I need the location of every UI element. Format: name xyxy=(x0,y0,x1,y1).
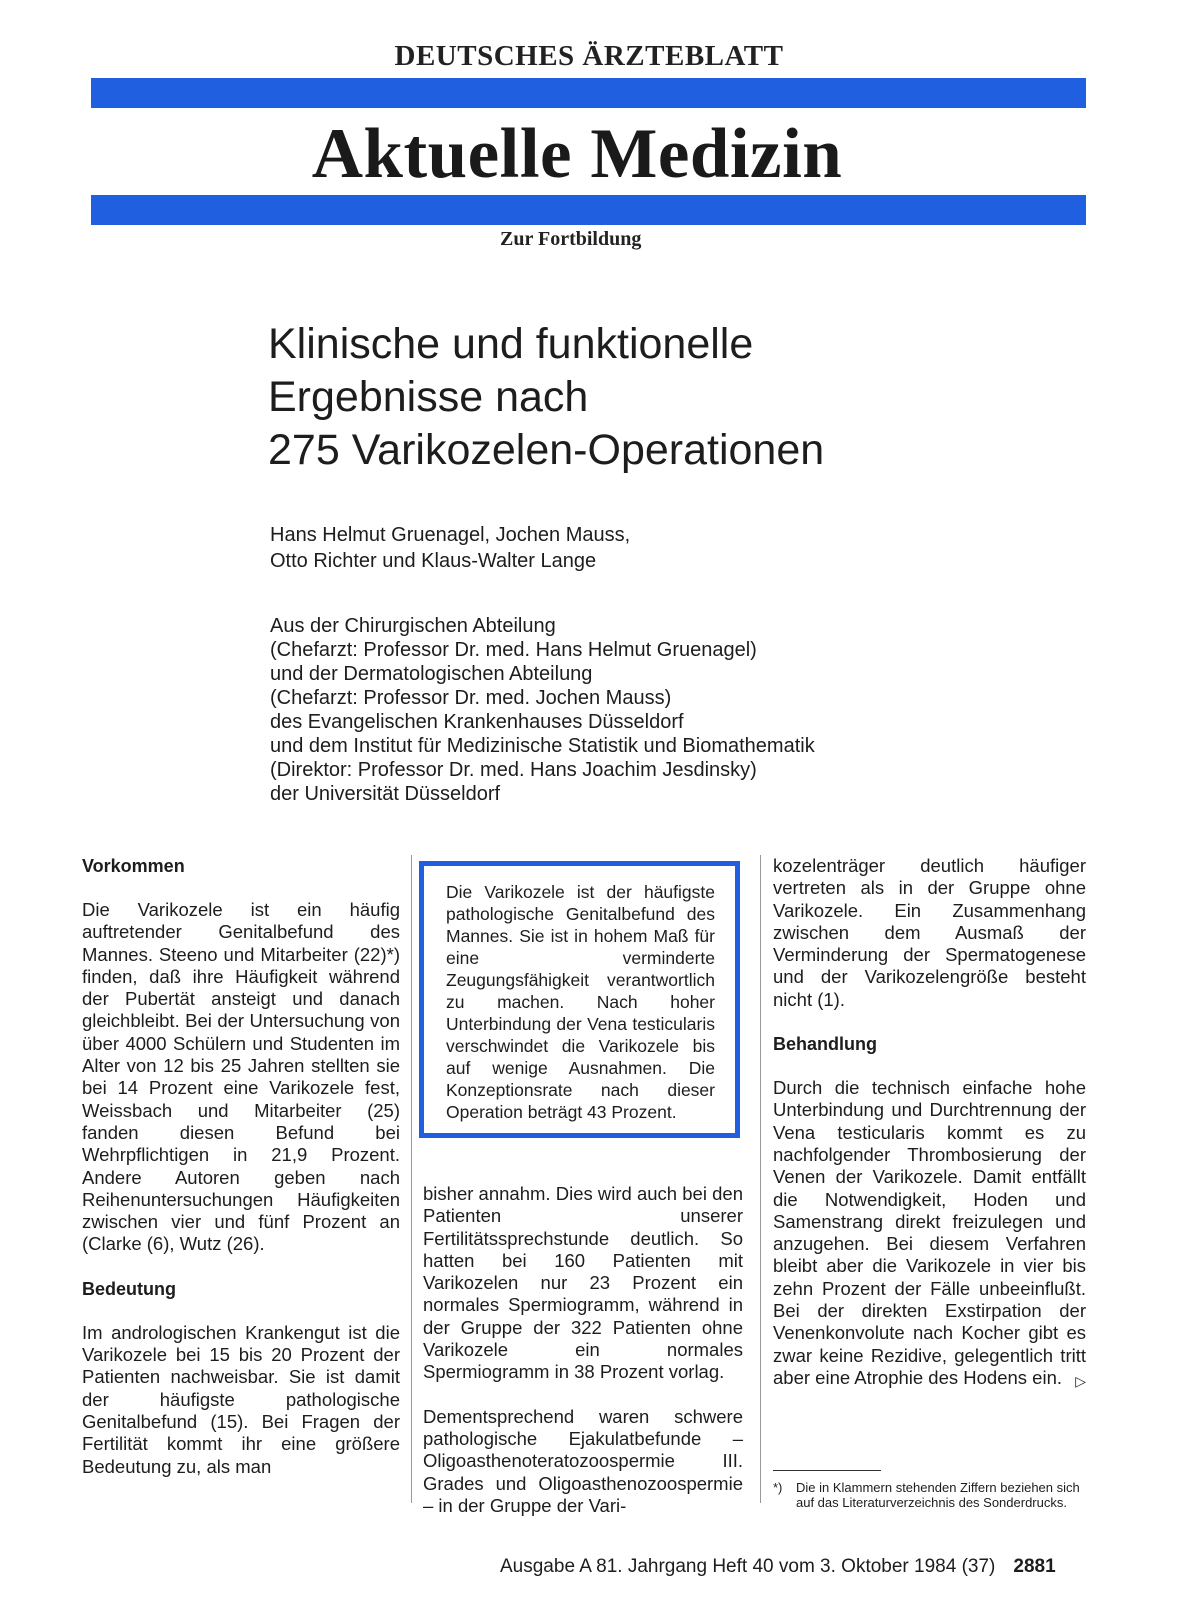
column-right xyxy=(773,855,1086,1392)
affiliation-line: Aus der Chirurgischen Abteilung xyxy=(270,615,556,637)
paragraph-text: Durch die technisch einfache hohe Unterbindung und Durchtrennung der Vena testicularis kommt es zu nachfolgender Thrombosierung der Venen der Varikozele. Damit entfällt die Notwendigkeit, Hoden und Samenstrang direkt freizulegen und anzugehen. Bei diesem Verfahren bleibt aber die Varikozele in vier bis zehn Prozent der Fälle unbeeinflußt. Bei der direkten Exstirpation der Venenkonvolute nach Kocher gibt es zwar keine Rezidive, gelegentlich tritt aber eine Atrophie des Hodens ein. xyxy=(773,1077,1086,1388)
affiliation-line: (Direktor: Professor Dr. med. Hans Joachim Jesdinsky) xyxy=(270,759,757,781)
affiliation-line: und der Dermatologischen Abteilung xyxy=(270,663,593,685)
publication-name: DEUTSCHES ÄRZTEBLATT xyxy=(394,40,784,72)
issue-info: Ausgabe A 81. Jahrgang Heft 40 vom 3. Oktober 1984 (37) xyxy=(500,1556,996,1577)
footnote-text: Die in Klammern stehenden Ziffern beziehen sich auf das Literaturverzeichnis des Sonderdrucks. xyxy=(796,1480,1080,1510)
column-divider xyxy=(411,855,412,1503)
column-middle xyxy=(423,1183,743,1517)
column-divider xyxy=(760,855,761,1503)
section-title: Aktuelle Medizin xyxy=(311,115,843,193)
affiliation-line: und dem Institut für Medizinische Statistik und Biomathematik xyxy=(270,735,815,757)
affiliation-line: der Universität Düsseldorf xyxy=(270,783,501,805)
article-title xyxy=(268,318,824,477)
affiliation-line: (Chefarzt: Professor Dr. med. Jochen Mauss) xyxy=(270,687,672,709)
paragraph: bisher annahm. Dies wird auch bei den Patienten unserer Fertilitätssprechstunde deutlich. So hatten bei 160 Patienten mit Varikozelen nur 23 Prozent ein normales Spermiogramm, während in der Gruppe der 322 Patienten ohne Varikozele ein normales Spermiogramm in 38 Prozent vorlag. xyxy=(423,1183,743,1383)
author-list xyxy=(270,522,630,574)
footnote-mark: *) xyxy=(773,1480,783,1495)
paragraph: kozelenträger deutlich häufiger vertreten als in der Gruppe ohne Varikozele. Ein Zusammenhang zwischen dem Ausmaß der Verminderung der Spermatogenese und der Varikozelengröße besteht nicht (1). xyxy=(773,855,1086,1010)
paragraph: Im andrologischen Krankengut ist die Varikozele bei 15 bis 20 Prozent der Patienten nachweisbar. Sie ist damit der häufigste pathologische Genitalbefund (15). Bei Fragen der Fertilität kommt ihr eine größere Bedeutung zu, als man xyxy=(82,1321,400,1477)
title-line: Ergebnisse nach xyxy=(268,373,589,421)
column-left xyxy=(82,855,400,1478)
summary-box xyxy=(419,861,740,1138)
section-heading-bedeutung: Bedeutung xyxy=(82,1278,176,1299)
masthead-bar-top xyxy=(91,78,1086,108)
page-number: 2881 xyxy=(1013,1556,1056,1577)
summary-text: Die Varikozele ist der häufigste pathologische Genitalbefund des Mannes. Sie ist in hohem Maß für eine verminderte Zeugungsfähigkeit verantwortlich zu machen. Nach hoher Unterbindung der Vena testicularis verschwindet die Varikozele bis auf wenige Ausnahmen. Die Konzeptionsrate nach dieser Operation beträgt 43 Prozent. xyxy=(446,882,715,1122)
affiliation-line: (Chefarzt: Professor Dr. med. Hans Helmut Gruenagel) xyxy=(270,639,757,661)
author-line: Hans Helmut Gruenagel, Jochen Mauss, xyxy=(270,524,631,546)
section-heading-vorkommen: Vorkommen xyxy=(82,856,185,876)
title-line: 275 Varikozelen-Operationen xyxy=(268,426,825,474)
affiliation-line: des Evangelischen Krankenhauses Düsseldorf xyxy=(270,711,684,733)
section-heading-behandlung: Behandlung xyxy=(773,1034,877,1055)
paragraph: Dementsprechend waren schwere pathologische Ejakulatbefunde – Oligoasthenoteratozoospermie III. Grades und Oligoasthenozoospermie – in der Gruppe der Vari- xyxy=(423,1405,743,1516)
paragraph xyxy=(773,1077,1086,1389)
continue-arrow-icon: ▷ xyxy=(1075,1372,1086,1389)
paragraph: Die Varikozele ist ein häufig auftretender Genitalbefund des Mannes. Steeno und Mitarbeiter (22)*) finden, daß ihre Häufigkeit während der Pubertät ansteigt und danach gleichbleibt. Bei der Untersuchung von über 4000 Schülern und Studenten im Alter von 12 bis 25 Jahren stellten sie bei 14 Prozent eine Varikozele fest, Weissbach und Mitarbeiter (25) fanden diesen Befund bei Wehrpflichtigen in 21,9 Prozent. Andere Autoren geben nach Reihenuntersuchungen Häufigkeiten zwischen vier und fünf Prozent an (Clarke (6), Wutz (26). xyxy=(82,899,400,1255)
masthead-bar-bottom xyxy=(91,195,1086,225)
footnote xyxy=(773,1480,1088,1510)
author-line: Otto Richter und Klaus-Walter Lange xyxy=(270,550,597,572)
page-footer xyxy=(500,1556,1056,1578)
affiliation-block xyxy=(270,614,815,806)
title-line: Klinische und funktionelle xyxy=(268,320,754,368)
footnote-rule xyxy=(773,1470,881,1471)
subsection-label: Zur Fortbildung xyxy=(500,228,642,250)
